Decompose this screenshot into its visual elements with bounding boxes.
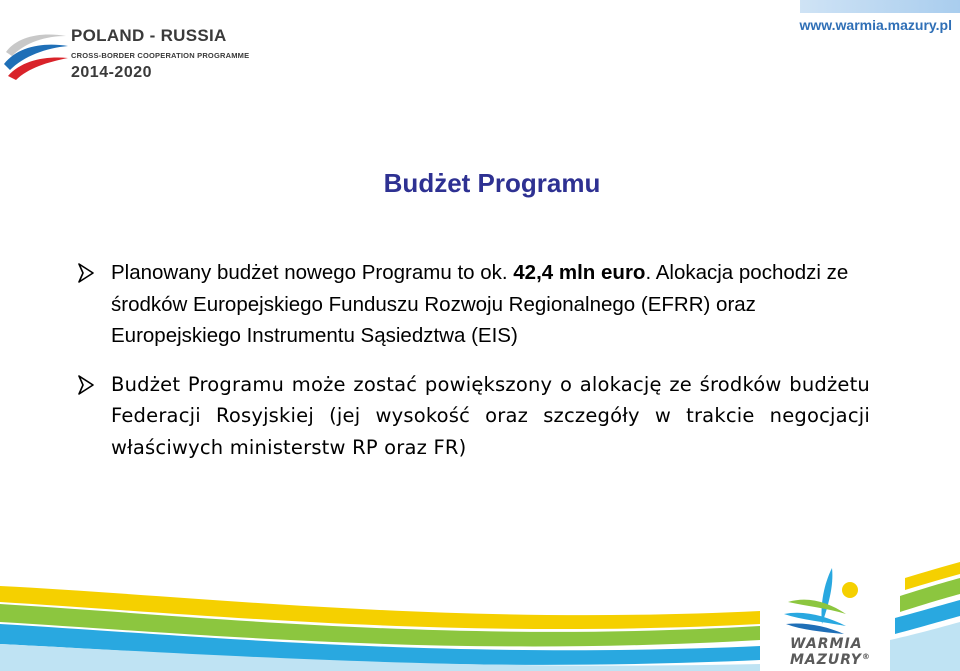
- bullet-text: Budżet Programu może zostać powiększony o alokację ze środków budżetu Federacji Rosyjskiej (jej wysokość oraz szczegóły w trakcie negocjacji właściwych ministerstw RP oraz FR): [111, 372, 870, 459]
- registered-mark: ®: [861, 652, 871, 661]
- warmia-logo-text: WARMIA: [790, 636, 863, 652]
- bullet-item: [78, 257, 870, 352]
- arrowhead-bullet-icon: [78, 375, 94, 395]
- budget-amount: 42,4 mln euro: [513, 261, 646, 284]
- logo-title: POLAND - RUSSIA: [71, 26, 227, 45]
- mazury-logo-text: [790, 652, 871, 668]
- bullet-text: Planowany budżet nowego Programu to ok.: [111, 261, 514, 284]
- logo-years: 2014-2020: [71, 64, 153, 81]
- poland-russia-logo: [4, 24, 249, 86]
- arrowhead-bullet-icon: [78, 263, 94, 283]
- bullet-text: . Alokacja pochodzi ze środków Europejskiego Funduszu Rozwoju Regionalnego (EFRR) oraz Europejskiego Instrumentu Sąsiedztwa (EIS): [111, 261, 849, 347]
- bullet-item: [78, 369, 870, 464]
- bullet-list: [78, 257, 870, 480]
- mazury-word: MAZURY: [790, 652, 862, 668]
- slide-title: Budżet Programu: [383, 168, 601, 198]
- flag-swoosh-icon: [4, 30, 70, 80]
- logo-subtitle: CROSS-BORDER COOPERATION PROGRAMME: [71, 51, 250, 60]
- top-banner-stripe: [800, 0, 960, 13]
- website-url: www.warmia.mazury.pl: [799, 17, 952, 33]
